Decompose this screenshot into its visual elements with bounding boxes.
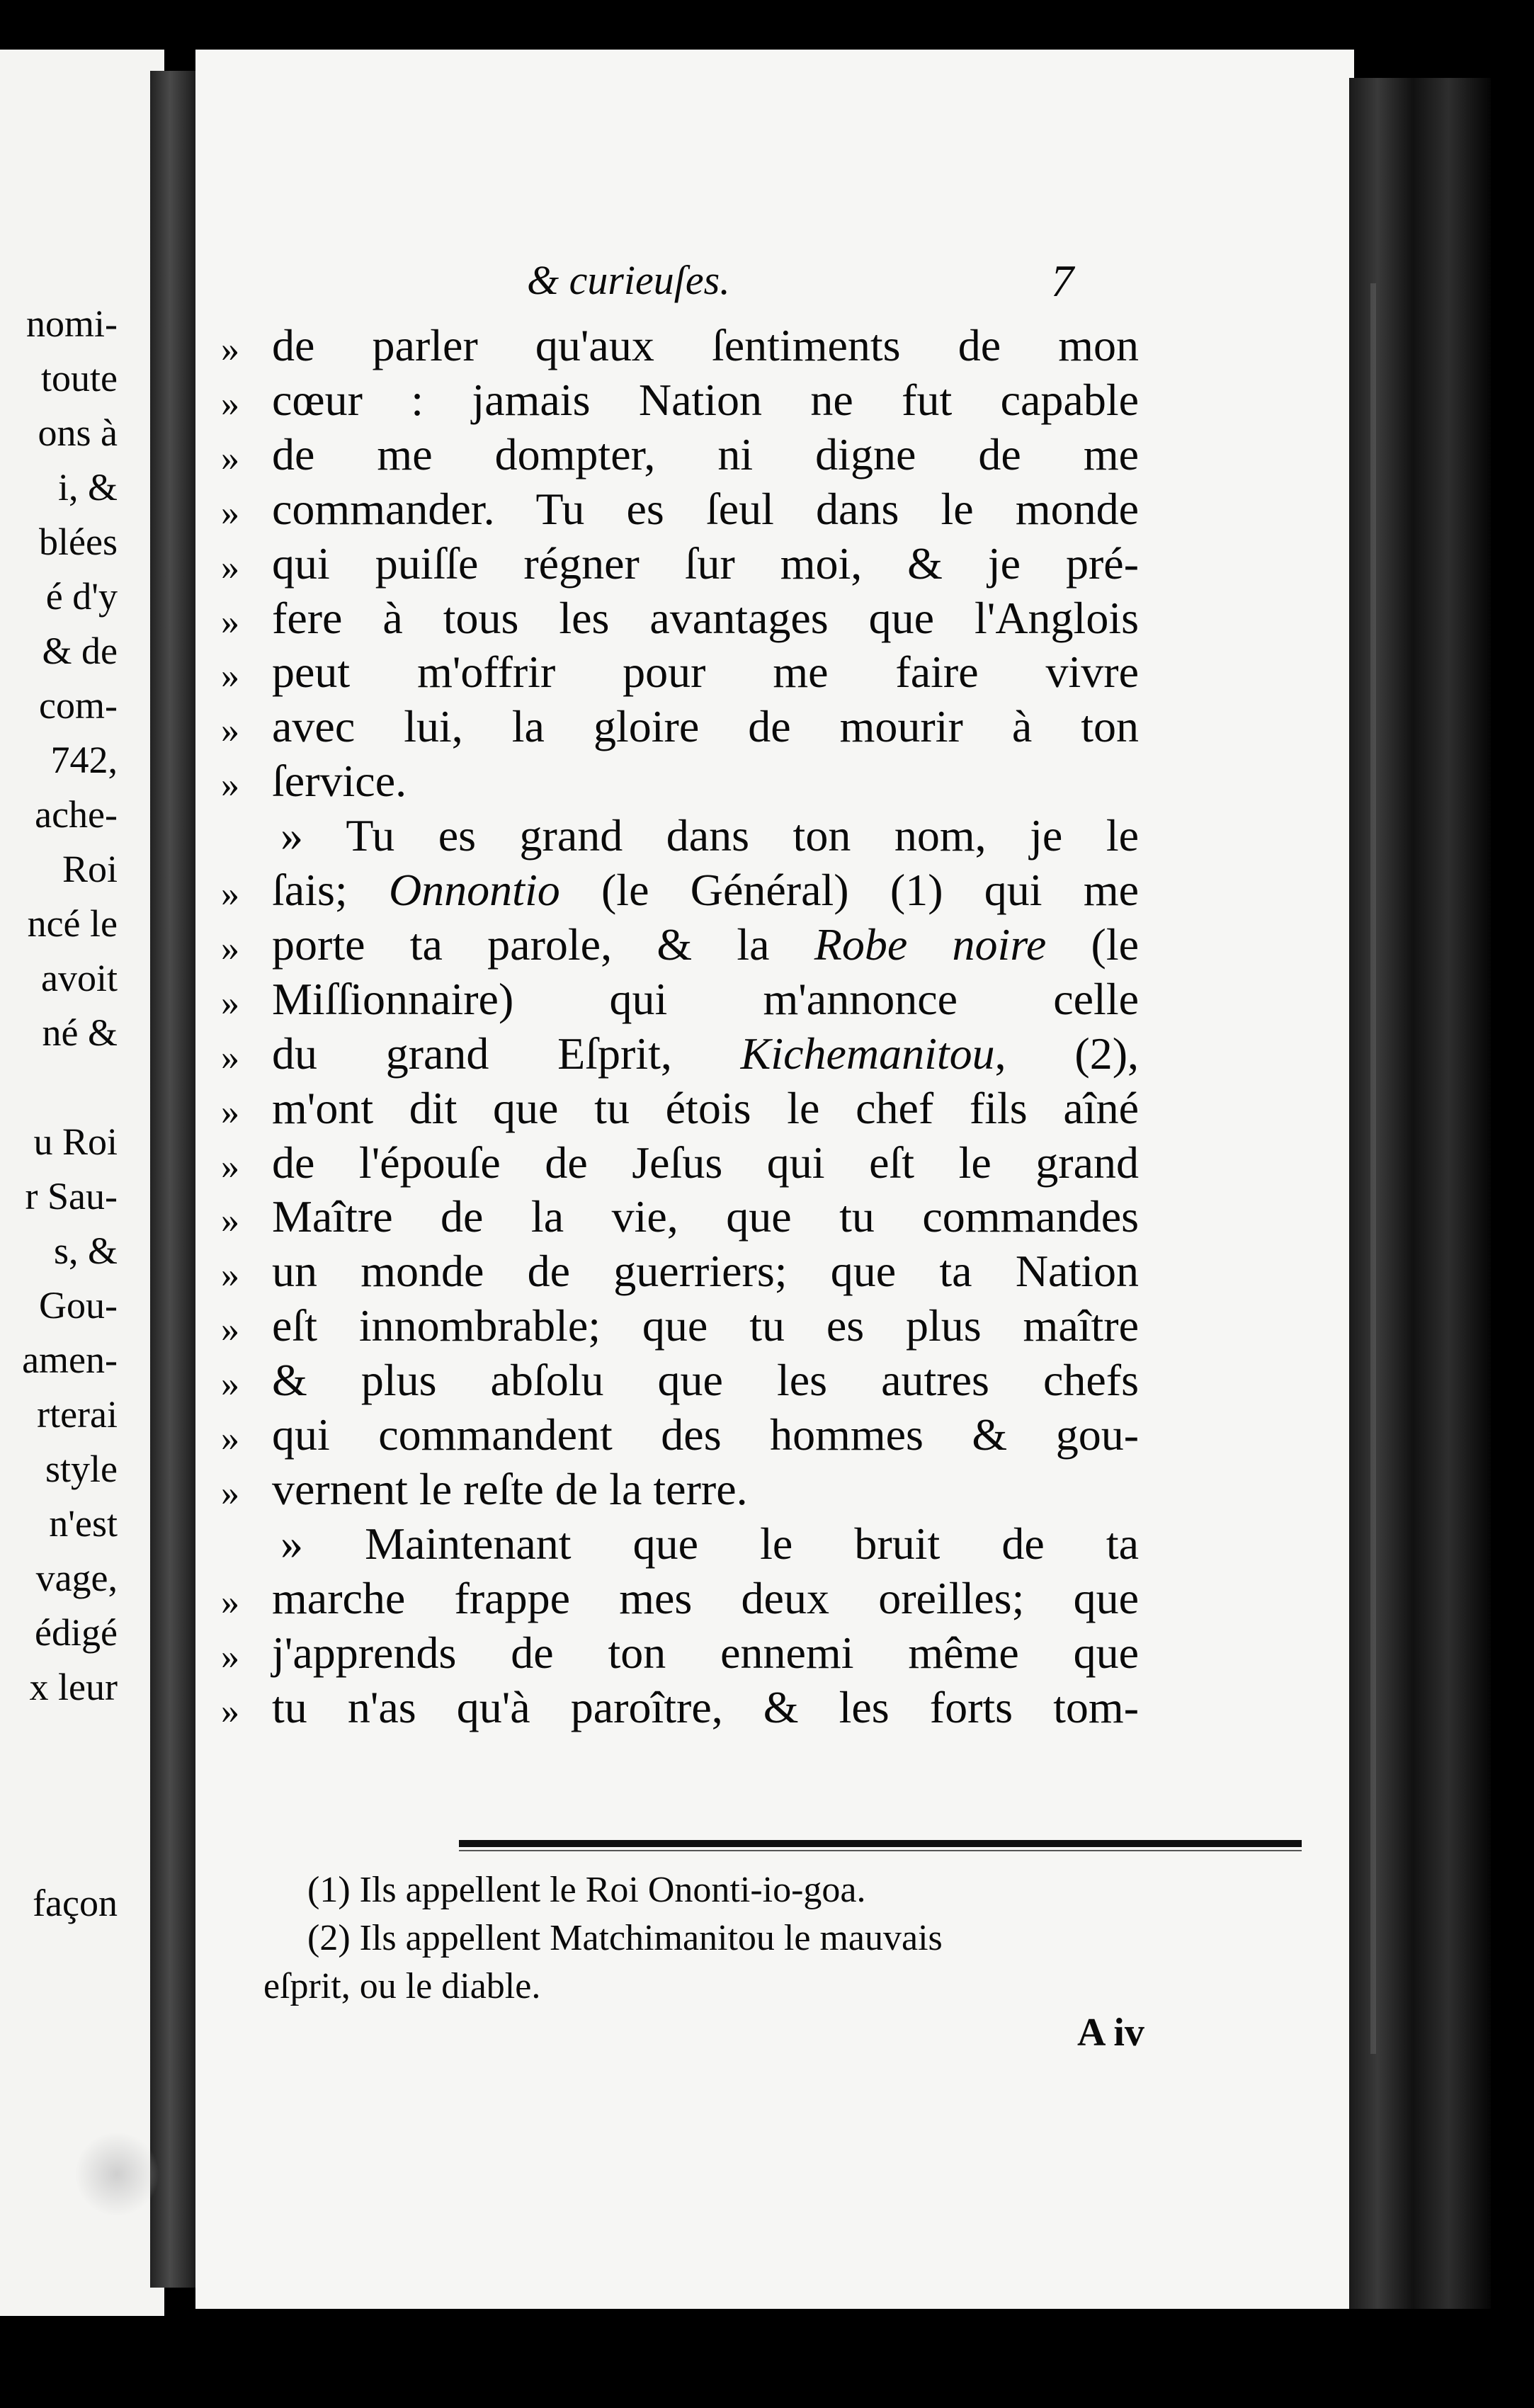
left-page-fragment xyxy=(0,50,164,2316)
left-page-line: com- xyxy=(39,684,118,727)
line-text: porte ta parole, & la Robe noire (le xyxy=(272,919,1140,970)
quote-mark: » xyxy=(221,547,239,588)
text-line xyxy=(221,754,1139,808)
line-text: de l'épouſe de Jeſus qui eſt le grand xyxy=(272,1137,1139,1188)
text-line xyxy=(221,1353,1139,1407)
line-text: ſervice. xyxy=(272,756,407,807)
text-line xyxy=(221,1408,1139,1462)
text-line xyxy=(221,428,1139,482)
left-page-line: style xyxy=(45,1448,118,1490)
line-text: peut m'offrir pour me faire vivre xyxy=(272,647,1139,698)
text-line xyxy=(221,1299,1139,1353)
left-page-line: s, & xyxy=(53,1229,118,1272)
signature-mark: A iv xyxy=(1077,2011,1144,2055)
line-text: Miſſionnaire) qui m'annonce celle xyxy=(272,973,1139,1024)
line-text: un monde de guerriers; que ta Nation xyxy=(272,1246,1139,1297)
left-page-line: & de xyxy=(42,630,118,672)
quote-mark: » xyxy=(221,383,239,424)
quote-mark: » xyxy=(221,1419,239,1459)
footnote-1: (1) Ils appellent le Roi Ononti-io-goa. xyxy=(307,1870,866,1910)
page-header xyxy=(195,256,1354,313)
quote-mark: » xyxy=(221,1037,239,1078)
running-title: & curieuſes. xyxy=(527,257,730,303)
left-page-line: r Sau- xyxy=(25,1175,118,1217)
line-text: tu n'as qu'à paroître, & les forts tom- xyxy=(272,1681,1139,1732)
left-page-line: i, & xyxy=(57,466,118,509)
quote-mark: » xyxy=(221,656,239,697)
quote-mark: » xyxy=(221,1255,239,1296)
quote-mark: » xyxy=(221,329,239,370)
left-page-line: 742, xyxy=(50,739,118,781)
footnote-rule-thin xyxy=(459,1850,1302,1851)
text-line xyxy=(221,1244,1139,1298)
left-page-line: ache- xyxy=(35,793,118,836)
line-text: qui puiſſe régner ſur moi, & je pré- xyxy=(272,538,1139,589)
line-text: & plus abſolu que les autres chefs xyxy=(272,1355,1139,1406)
book-gutter xyxy=(150,71,200,2288)
quote-mark: » xyxy=(221,982,239,1023)
text-line xyxy=(221,1626,1139,1680)
line-text: de parler qu'aux ſentiments de mon xyxy=(272,320,1139,370)
footnote-2-line-1: (2) Ils appellent Matchimanitou le mauvais xyxy=(307,1918,943,1958)
left-page-line: Gou- xyxy=(39,1284,118,1327)
quote-mark: » xyxy=(221,1691,239,1732)
text-line xyxy=(221,537,1139,591)
text-line xyxy=(221,1517,1139,1571)
left-page-line: u Roi xyxy=(33,1120,118,1163)
left-page-line: édigé xyxy=(35,1611,118,1654)
left-page-line: né & xyxy=(42,1011,118,1054)
text-line xyxy=(221,700,1139,754)
line-text: commander. Tu es ſeul dans le monde xyxy=(272,483,1139,534)
text-line xyxy=(221,1027,1139,1081)
quote-mark: » xyxy=(221,492,239,533)
line-text: j'apprends de ton ennemi même que xyxy=(272,1627,1139,1678)
line-text: ſais; Onnontio (le Général) (1) qui me xyxy=(272,865,1140,915)
line-text: fere à tous les avantages que l'Anglois xyxy=(272,592,1139,643)
right-page xyxy=(195,50,1354,2309)
quote-mark: » xyxy=(221,928,239,969)
line-text: m'ont dit que tu étois le chef fils aîné xyxy=(272,1082,1139,1133)
text-line xyxy=(221,482,1139,536)
text-line xyxy=(221,1681,1139,1734)
quote-mark: » xyxy=(221,710,239,751)
left-page-line: avoit xyxy=(41,957,118,999)
quote-mark: » xyxy=(221,601,239,642)
text-line xyxy=(221,1081,1139,1135)
quote-mark: » xyxy=(221,1200,239,1242)
quote-mark: » xyxy=(221,1146,239,1187)
left-page-line: toute xyxy=(41,357,118,399)
left-page-line: x leur xyxy=(29,1666,118,1708)
left-page-line: é d'y xyxy=(45,575,118,618)
text-line xyxy=(221,863,1139,917)
left-page-line: ons à xyxy=(38,411,118,454)
text-line xyxy=(221,319,1139,373)
quote-mark: » xyxy=(221,1581,239,1623)
paper-smudge xyxy=(74,2132,159,2217)
line-text: » Tu es grand dans ton nom, je le xyxy=(280,810,1139,861)
text-line xyxy=(221,972,1139,1026)
text-line xyxy=(221,1136,1139,1190)
text-line xyxy=(221,1190,1139,1244)
line-text: » Maintenant que le bruit de ta xyxy=(280,1518,1139,1569)
quote-mark: » xyxy=(221,1472,239,1513)
text-line xyxy=(221,918,1139,972)
left-page-line: amen- xyxy=(22,1339,118,1381)
footnote-rule xyxy=(459,1840,1302,1847)
quote-mark: » xyxy=(221,1636,239,1677)
left-page-line: rterai xyxy=(37,1393,118,1436)
left-page-line: blées xyxy=(39,521,118,563)
line-text: Maître de la vie, que tu commandes xyxy=(272,1191,1139,1242)
line-text: vernent le reſte de la terre. xyxy=(272,1463,748,1514)
text-line xyxy=(221,809,1139,863)
text-line xyxy=(221,1572,1139,1625)
footnote-2-line-2: eſprit, ou le diable. xyxy=(263,1966,541,2006)
left-page-line: nomi- xyxy=(26,302,118,345)
line-text: du grand Eſprit, Kichemanitou, (2), xyxy=(272,1028,1140,1079)
line-text: de me dompter, ni digne de me xyxy=(272,428,1139,479)
left-page-line: Roi xyxy=(62,848,118,890)
text-line xyxy=(221,373,1139,427)
quote-mark: » xyxy=(221,438,239,479)
line-text: marche frappe mes deux oreilles; que xyxy=(272,1572,1139,1623)
quote-mark: » xyxy=(221,1364,239,1405)
line-text: qui commandent des hommes & gou- xyxy=(272,1409,1139,1460)
line-text: eſt innombrable; que tu es plus maître xyxy=(272,1300,1139,1351)
text-line xyxy=(221,645,1139,699)
left-page-line: vage, xyxy=(35,1557,118,1599)
quote-mark: » xyxy=(221,765,239,806)
quote-mark: » xyxy=(221,874,239,914)
page-block-edge-lines xyxy=(1370,283,1376,2054)
line-text: cœur : jamais Nation ne fut capable xyxy=(272,374,1139,425)
left-page-line: ncé le xyxy=(27,902,118,945)
left-page-line: façon xyxy=(33,1882,118,1924)
page-number: 7 xyxy=(1051,256,1074,306)
line-text: avec lui, la gloire de mourir à ton xyxy=(272,701,1139,752)
text-line xyxy=(221,591,1139,645)
quote-mark: » xyxy=(221,1310,239,1351)
text-line xyxy=(221,1463,1139,1516)
left-page-line: n'est xyxy=(49,1502,118,1545)
quote-mark: » xyxy=(221,1091,239,1132)
